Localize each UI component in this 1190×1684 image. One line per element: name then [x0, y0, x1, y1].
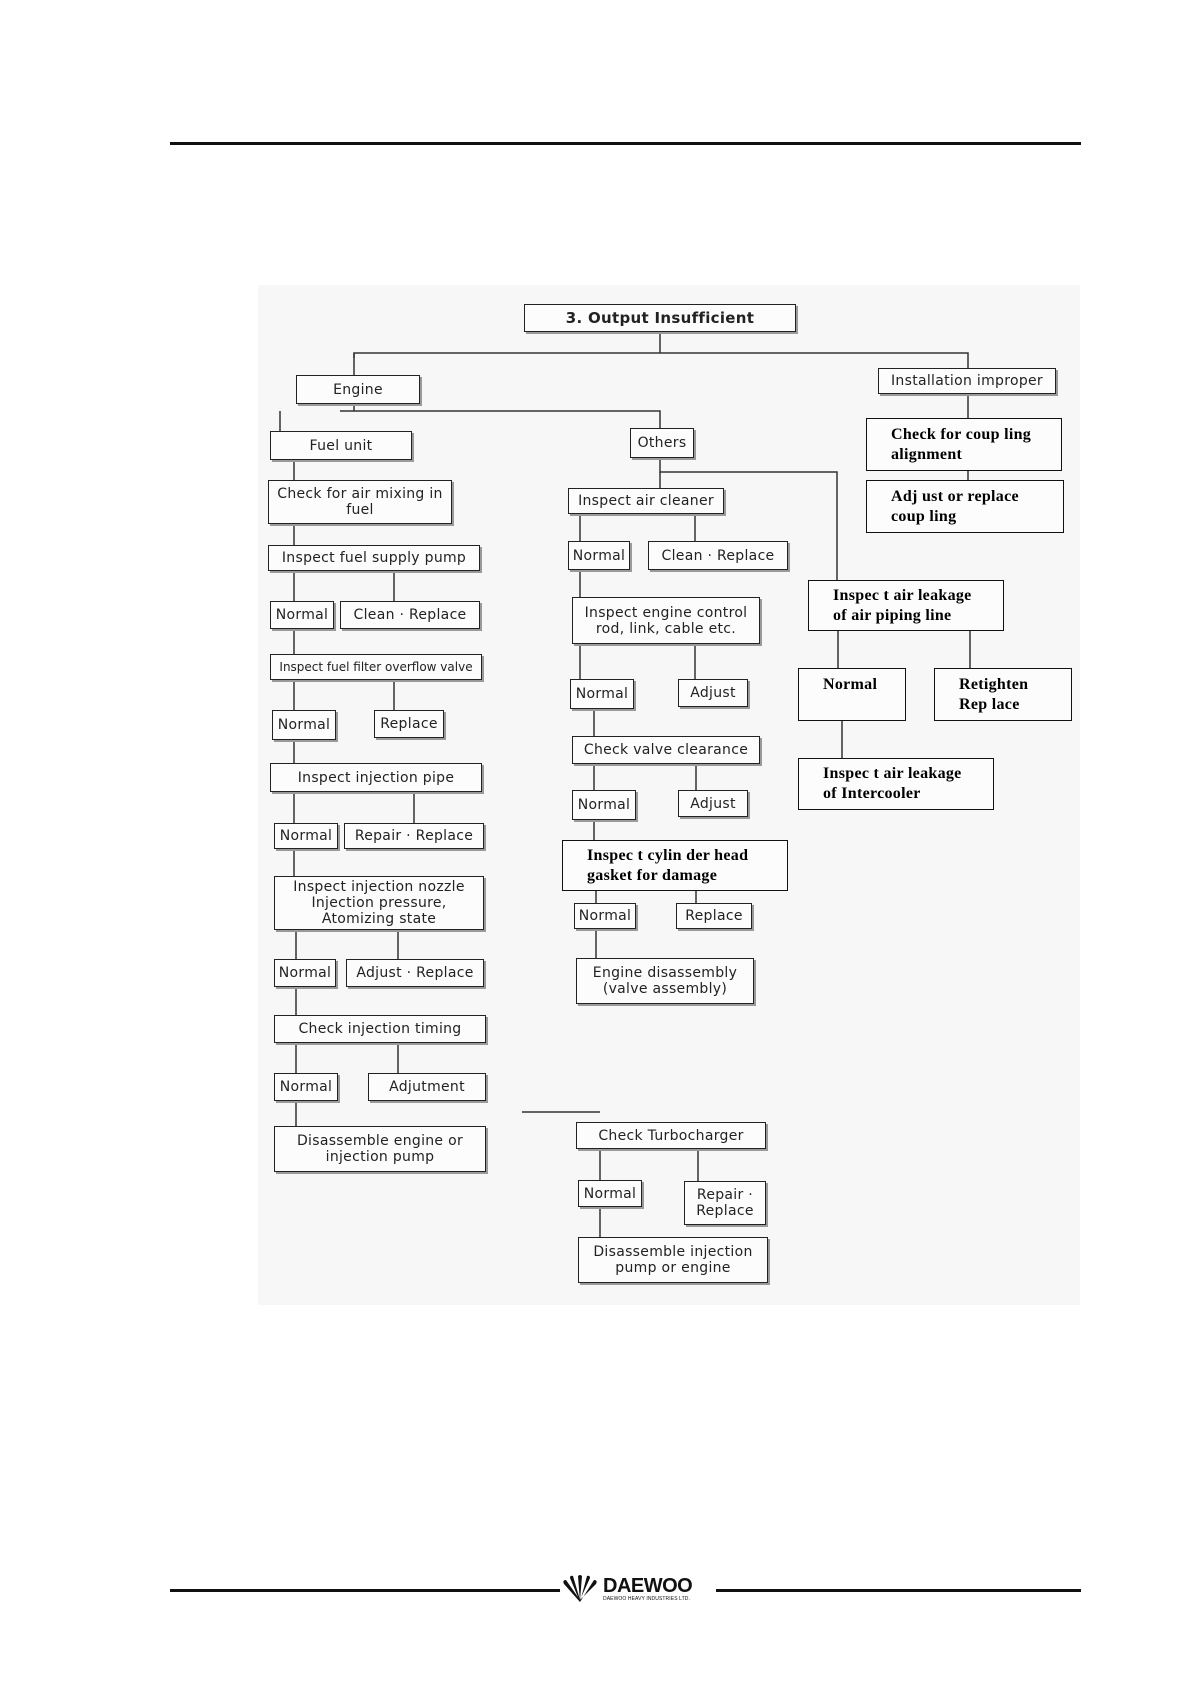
control-rod-adjust-node: Adjust [678, 679, 748, 707]
title-box: 3. Output Insufficient [524, 304, 796, 332]
fuel-pump-clean-replace-node: Clean · Replace [340, 601, 480, 629]
fuel-unit-node: Fuel unit [270, 431, 412, 460]
control-rod-normal-node: Normal [570, 679, 634, 709]
engine-disassembly-node: Engine disassembly (valve assembly) [576, 958, 754, 1004]
valve-clearance-adjust-node: Adjust [678, 790, 748, 817]
air-cleaner-normal-node: Normal [568, 541, 630, 570]
valve-clearance-node: Check valve clearance [572, 736, 760, 764]
air-cleaner-clean-node: Clean · Replace [648, 541, 788, 570]
fuel-pump-node: Inspect fuel supply pump [268, 545, 480, 571]
overflow-replace-node: Replace [374, 710, 444, 738]
fuel-pump-normal-node: Normal [270, 601, 334, 629]
valve-clearance-normal-node: Normal [572, 790, 636, 820]
daewoo-logo [560, 1571, 716, 1607]
air-leak-normal-node: Normal [798, 668, 906, 721]
coupling-alignment-node: Check for coup ling alignment [866, 418, 1062, 471]
disassemble-pump-node: Disassemble injection pump or engine [578, 1237, 768, 1283]
cylinder-head-normal-node: Normal [574, 903, 636, 929]
overflow-valve-node: Inspect fuel filter overflow valve [270, 654, 482, 680]
cylinder-head-node: Inspec t cylin der head gasket for damage [562, 840, 788, 891]
cylinder-head-replace-node: Replace [676, 903, 752, 929]
brand-subtitle: DAEWOO HEAVY INDUSTRIES LTD. [603, 1595, 690, 1602]
disassemble-engine-node: Disassemble engine or injection pump [274, 1126, 486, 1172]
air-mixing-node: Check for air mixing in fuel [268, 480, 452, 524]
air-leak-retighten-node: Retighten Rep lace [934, 668, 1072, 721]
nozzle-normal-node: Normal [274, 959, 336, 987]
installation-improper-node: Installation improper [878, 368, 1056, 394]
injection-pipe-node: Inspect injection pipe [270, 763, 482, 792]
injection-pipe-normal-node: Normal [274, 823, 338, 849]
air-piping-leak-node: Inspec t air leakage of air piping line [808, 580, 1004, 631]
intercooler-leak-node: Inspec t air leakage of Intercooler [798, 758, 994, 810]
timing-adjustment-node: Adjutment [368, 1073, 486, 1101]
overflow-normal-node: Normal [272, 710, 336, 740]
timing-normal-node: Normal [274, 1073, 338, 1101]
brand-name: DAEWOO [603, 1574, 693, 1597]
air-cleaner-node: Inspect air cleaner [568, 488, 724, 514]
turbo-repair-replace-node: Repair · Replace [684, 1181, 766, 1225]
injection-pipe-repair-node: Repair · Replace [344, 823, 484, 849]
others-node: Others [630, 428, 694, 458]
engine-node: Engine [296, 375, 420, 404]
injection-timing-node: Check injection timing [274, 1015, 486, 1043]
nozzle-adjust-replace-node: Adjust · Replace [346, 959, 484, 987]
injection-nozzle-node: Inspect injection nozzle Injection pressure, Atomizing state [274, 876, 484, 930]
turbo-normal-node: Normal [578, 1180, 642, 1207]
control-rod-node: Inspect engine control rod, link, cable etc. [572, 597, 760, 644]
turbocharger-node: Check Turbocharger [576, 1122, 766, 1149]
daewoo-shell-icon [560, 1574, 600, 1604]
coupling-replace-node: Adj ust or replace coup ling [866, 480, 1064, 533]
